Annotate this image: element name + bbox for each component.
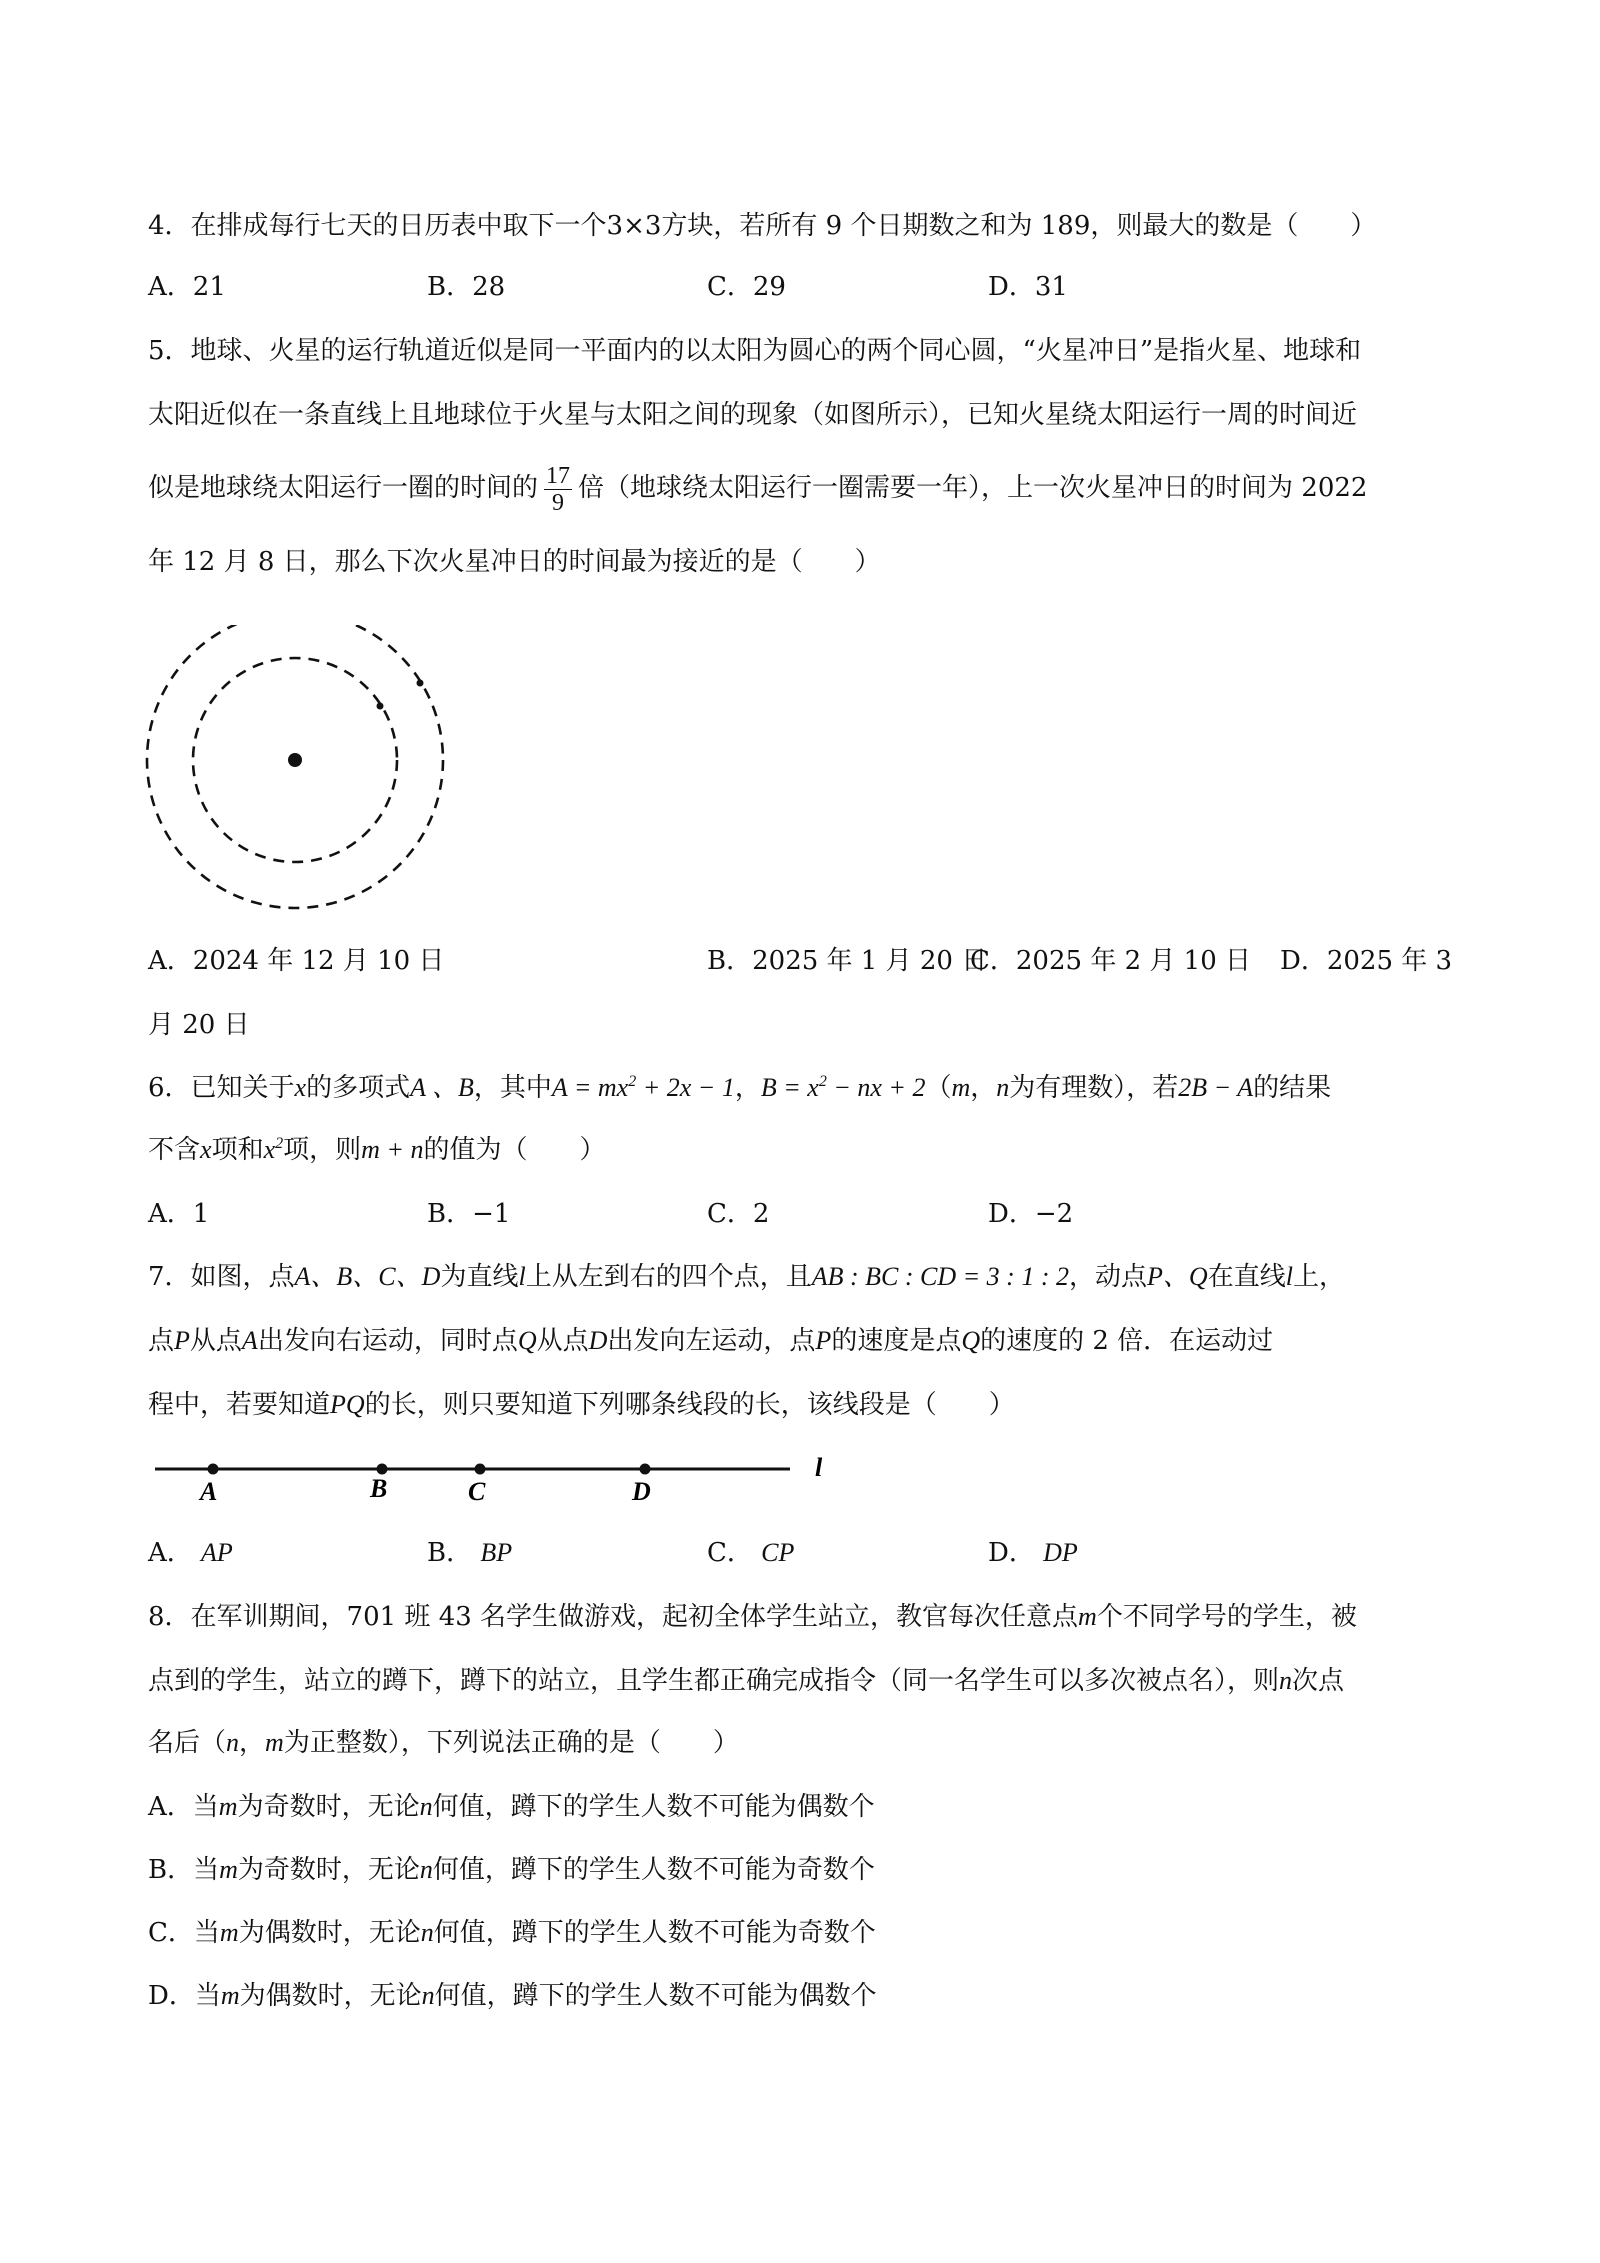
q7-l2-q-2: Q xyxy=(961,1326,981,1355)
q8-opt-a-m: m xyxy=(218,1792,238,1821)
q6-var-x: x xyxy=(294,1073,307,1102)
q7-l2-a-pt: A xyxy=(241,1326,258,1355)
q5-option-a: A．2024 年 12 月 10 日 xyxy=(148,946,445,976)
q7-l2-d-pt: D xyxy=(588,1326,608,1355)
q8-l3-comma: ， xyxy=(239,1728,266,1758)
q8-l2-n: n xyxy=(1279,1666,1293,1695)
q6-option-d: D．−2 xyxy=(988,1199,1074,1229)
q8-l2-b: 次点 xyxy=(1292,1666,1345,1696)
q8-opt-b-2: 为奇数时，无论 xyxy=(237,1855,420,1885)
q8-option-a xyxy=(148,1790,875,1824)
label-a: A xyxy=(200,1477,218,1506)
q6-expr-b-post: − nx + 2 xyxy=(826,1073,926,1102)
q8-option-b xyxy=(148,1853,875,1887)
q7-l1-a: 7．如图，点 xyxy=(148,1262,295,1292)
q5-option-d: D．2025 年 3 xyxy=(1280,946,1453,976)
point-a xyxy=(208,1464,219,1475)
q6-expr-b xyxy=(761,1073,926,1102)
q7-l1-line-l: l xyxy=(518,1262,526,1291)
q6-expr-b-pre: B = x xyxy=(760,1073,819,1102)
q8-opt-c-n: n xyxy=(420,1918,434,1947)
q7-l1-ratio: AB : BC : CD = 3 : 1 : 2 xyxy=(811,1262,1069,1291)
q7-l2-d: 从点 xyxy=(536,1326,589,1356)
q7-l1-e: 在直线 xyxy=(1207,1262,1286,1292)
q7-line-1 xyxy=(148,1260,1345,1294)
q8-line-3 xyxy=(148,1726,739,1760)
q6-l2-text-2: 项和 xyxy=(211,1135,264,1165)
q8-l2-a: 点到的学生，站立的蹲下，蹲下的站立，且学生都正确完成指令（同一名学生可以多次被点名），则 xyxy=(148,1666,1280,1696)
q5-option-b: B．2025 年 1 月 20 日 xyxy=(707,946,988,976)
q5-line-3-start: 似是地球绕太阳运行一圈的时间的 xyxy=(148,473,539,503)
fraction-denominator: 9 xyxy=(552,489,565,516)
q6-expr-a-post: + 2x − 1 xyxy=(636,1073,735,1102)
q7-l1-c: 上从左到右的四个点，且 xyxy=(525,1262,812,1292)
q6-expr-a-sup: 2 xyxy=(628,1073,637,1090)
q7-l2-f: 的速度是点 xyxy=(831,1326,962,1356)
q8-opt-d-n: n xyxy=(421,1981,435,2010)
q7-line-2 xyxy=(148,1324,1273,1358)
q6-l2-x: x xyxy=(263,1135,276,1164)
q6-l2-text-1: 不含 xyxy=(148,1135,201,1165)
q8-opt-c-1: C．当 xyxy=(148,1918,220,1948)
q8-opt-d-3: 何值，蹲下的学生人数不可能为偶数个 xyxy=(434,1981,877,2011)
q7-option-a xyxy=(148,1536,233,1570)
point-d xyxy=(640,1464,651,1475)
q7-l3-b: 的长，则只要知道下列哪条线段的长，该线段是（ ） xyxy=(364,1390,1015,1420)
label-b: B xyxy=(370,1474,388,1503)
q6-text-2: 的多项式 xyxy=(306,1073,411,1103)
q6-var-m: m xyxy=(951,1073,971,1102)
label-c: C xyxy=(468,1477,486,1506)
orbit-diagram xyxy=(130,625,460,925)
q6-expr-a xyxy=(552,1073,735,1102)
q6-comma: ， xyxy=(970,1073,997,1103)
q8-opt-a-n: n xyxy=(419,1792,433,1821)
q6-l2-var-x: x xyxy=(200,1135,212,1164)
q6-expr-b-sup: 2 xyxy=(818,1073,827,1090)
q8-l1-a: 8．在军训期间，701 班 43 名学生做游戏，起初全体学生站立，教官每次任意点 xyxy=(148,1602,1079,1632)
q7-l2-b: 从点 xyxy=(189,1326,242,1356)
q7-option-a-prefix: A． xyxy=(148,1538,193,1568)
fraction-17-9 xyxy=(544,463,572,516)
q6-option-c: C．2 xyxy=(707,1199,770,1229)
q7-l3-a: 程中，若要知道 xyxy=(148,1390,331,1420)
q8-opt-c-3: 何值，蹲下的学生人数不可能为奇数个 xyxy=(433,1918,876,1948)
q7-option-c xyxy=(707,1536,794,1570)
q6-text-5: 的结果 xyxy=(1253,1073,1332,1103)
q7-l2-c: 出发向右运动，同时点 xyxy=(257,1326,518,1356)
earth-dot xyxy=(377,703,384,710)
q8-opt-a-1: A．当 xyxy=(148,1792,219,1822)
q8-opt-a-3: 何值，蹲下的学生人数不可能为偶数个 xyxy=(432,1792,875,1822)
q4-option-c: C．29 xyxy=(707,272,786,302)
q5-option-d-wrap: 月 20 日 xyxy=(148,1010,250,1040)
q5-line-4: 年 12 月 8 日，那么下次火星冲日的时间最为接近的是（ ） xyxy=(148,547,881,577)
q6-text-4: 为有理数），若 xyxy=(1009,1073,1179,1103)
q7-option-b-prefix: B． xyxy=(427,1538,473,1568)
q6-l2-var-x2 xyxy=(264,1135,284,1164)
q5-line-3 xyxy=(148,458,1367,518)
q6-option-b: B．−1 xyxy=(427,1199,511,1229)
q8-l3-n: n xyxy=(226,1728,240,1757)
q8-l3-a: 名后（ xyxy=(148,1728,227,1758)
q4-option-d: D．31 xyxy=(988,272,1068,302)
q8-opt-b-3: 何值，蹲下的学生人数不可能为奇数个 xyxy=(432,1855,875,1885)
q6-paren-open: （ xyxy=(925,1073,952,1103)
q4-option-a: A．21 xyxy=(148,272,226,302)
fraction-numerator: 17 xyxy=(546,462,571,489)
q8-opt-c-m: m xyxy=(219,1918,239,1947)
mars-dot xyxy=(417,680,424,687)
q7-l2-p-2: P xyxy=(815,1326,832,1355)
q7-l1-f: 上， xyxy=(1292,1262,1345,1292)
q6-expr-a-pre: A = mx xyxy=(551,1073,629,1102)
q6-sep: ， xyxy=(734,1073,761,1103)
point-c xyxy=(475,1464,486,1475)
q7-l1-d: ，动点 xyxy=(1069,1262,1148,1292)
q6-l2-text-3: 项，则 xyxy=(283,1135,362,1165)
q5-line-3-end: 倍（地球绕太阳运行一圈需要一年），上一次火星冲日的时间为 2022 xyxy=(578,473,1368,503)
q8-l3-b: 为正整数），下列说法正确的是（ ） xyxy=(283,1728,739,1758)
q7-l1-points: A、B、C、D xyxy=(294,1262,441,1291)
q8-opt-c-2: 为偶数时，无论 xyxy=(238,1918,421,1948)
q5-option-c: C．2025 年 2 月 10 日 xyxy=(970,946,1252,976)
q7-l2-q: Q xyxy=(517,1326,537,1355)
q8-opt-a-2: 为奇数时，无论 xyxy=(237,1792,420,1822)
q8-option-d xyxy=(148,1979,877,2013)
q7-option-d xyxy=(988,1536,1078,1570)
q7-option-d-value: DP xyxy=(1043,1538,1078,1567)
q8-l1-b: 个不同学号的学生，被 xyxy=(1096,1602,1357,1632)
q8-opt-d-1: D．当 xyxy=(148,1981,221,2011)
q8-option-c xyxy=(148,1916,876,1950)
q7-option-b-value: BP xyxy=(480,1538,513,1567)
q8-opt-b-1: B．当 xyxy=(148,1855,220,1885)
line-diagram xyxy=(150,1445,850,1515)
q4-stem: 4．在排成每行七天的日历表中取下一个3×3方块，若所有 9 个日期数之和为 189，则最大的数是（ ） xyxy=(148,211,1377,241)
q8-opt-d-m: m xyxy=(220,1981,240,2010)
q7-option-d-prefix: D． xyxy=(988,1538,1035,1568)
q7-option-a-value: AP xyxy=(201,1538,233,1567)
label-d: D xyxy=(632,1477,651,1506)
q6-l2-expr-mn: m + n xyxy=(361,1135,424,1164)
q7-option-b xyxy=(427,1536,512,1570)
q8-l1-m: m xyxy=(1078,1602,1097,1631)
q6-var-n: n xyxy=(996,1073,1010,1102)
q5-line-1: 5．地球、火星的运行轨道近似是同一平面内的以太阳为圆心的两个同心圆，“火星冲日”是指火星、地球和 xyxy=(148,336,1362,366)
q7-l1-pq: P、Q xyxy=(1147,1262,1208,1291)
sun-dot xyxy=(288,753,302,767)
q7-l2-p: P xyxy=(174,1326,190,1355)
q8-opt-b-m: m xyxy=(219,1855,238,1884)
q6-option-a: A．1 xyxy=(148,1199,210,1229)
label-l: l xyxy=(815,1453,823,1482)
q7-option-c-prefix: C． xyxy=(707,1538,753,1568)
q6-l2-sup: 2 xyxy=(275,1135,284,1152)
q7-l2-g: 的速度的 2 倍．在运动过 xyxy=(980,1326,1274,1356)
q6-line-1 xyxy=(148,1071,1331,1105)
q7-line-3 xyxy=(148,1388,1015,1422)
q8-l3-m: m xyxy=(265,1728,284,1757)
q6-polys-ab: A 、B xyxy=(410,1073,474,1102)
q6-text-1: 6．已知关于 xyxy=(148,1073,295,1103)
q7-option-c-value: CP xyxy=(761,1538,795,1567)
q8-line-2 xyxy=(148,1664,1344,1698)
q8-opt-b-n: n xyxy=(419,1855,433,1884)
q4-option-b: B．28 xyxy=(427,272,506,302)
q7-l2-e: 出发向左运动，点 xyxy=(607,1326,816,1356)
q8-line-1 xyxy=(148,1600,1357,1634)
q6-text-3: ，其中 xyxy=(473,1073,552,1103)
q5-line-2: 太阳近似在一条直线上且地球位于火星与太阳之间的现象（如图所示），已知火星绕太阳运行一周的时间近 xyxy=(148,400,1358,430)
q7-l2-a: 点 xyxy=(148,1326,175,1356)
q6-line-2 xyxy=(148,1133,605,1167)
q7-l1-line-l-2: l xyxy=(1285,1262,1293,1291)
q7-l3-pq: PQ xyxy=(330,1390,365,1419)
q6-l2-text-4: 的值为（ ） xyxy=(423,1135,606,1165)
q7-l1-b: 为直线 xyxy=(440,1262,519,1292)
q8-opt-d-2: 为偶数时，无论 xyxy=(239,1981,422,2011)
point-b xyxy=(377,1464,388,1475)
q6-expr-2b-a: 2B − A xyxy=(1178,1073,1254,1102)
